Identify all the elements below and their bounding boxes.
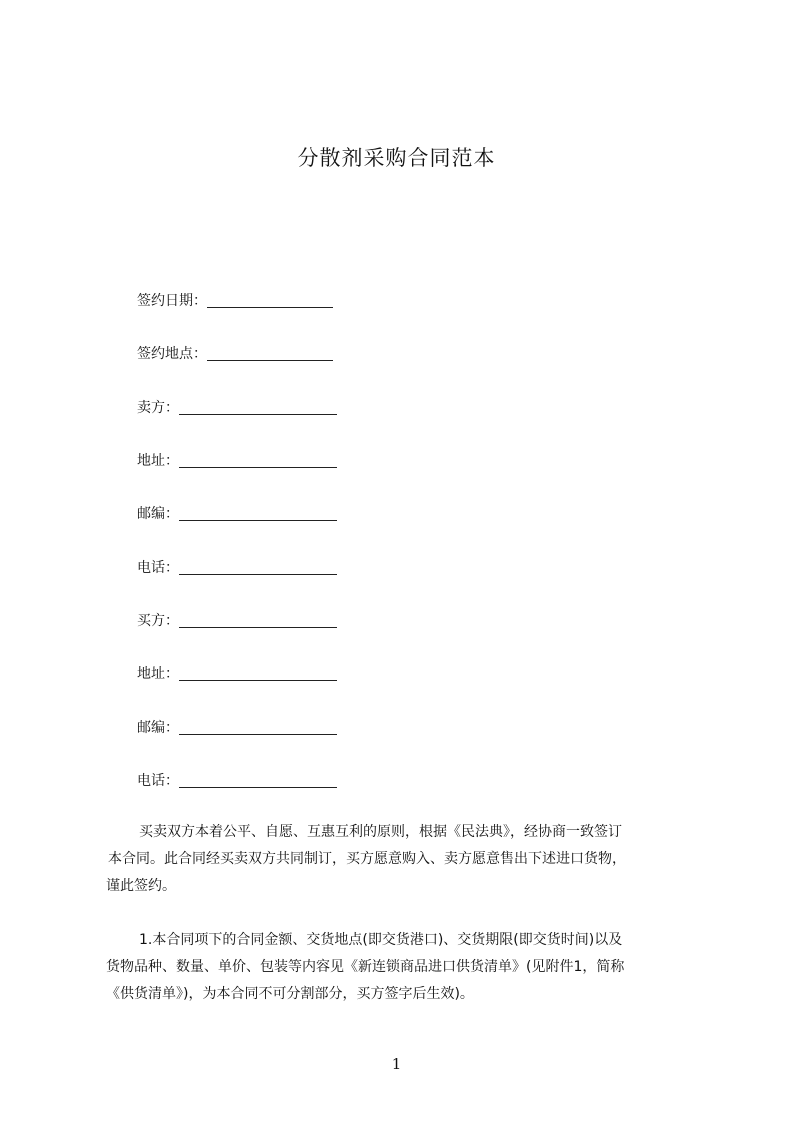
field-label: 签约日期： xyxy=(137,293,207,309)
sign-place-blank xyxy=(207,346,333,361)
document-title: 分散剂采购合同范本 xyxy=(297,146,496,170)
sign-place-field xyxy=(137,343,333,363)
field-label: 卖方： xyxy=(137,400,179,416)
field-label: 地址： xyxy=(137,453,179,469)
paragraph-line: 货物品种、数量、单价、包装等内容见《新连锁商品进口供货清单》(见附件1，简称 xyxy=(106,959,625,975)
page-number: 1 xyxy=(391,1055,402,1073)
buyer-address-blank xyxy=(179,666,337,681)
buyer-postcode-field xyxy=(137,717,337,737)
seller-postcode-field xyxy=(137,503,337,523)
paragraph-line: 1.本合同项下的合同金额、交货地点(即交货港口)、交货期限(即交货时间)以及 xyxy=(139,932,623,948)
seller-address-field xyxy=(137,450,337,470)
field-label: 地址： xyxy=(137,666,179,682)
field-label: 买方： xyxy=(137,613,179,629)
buyer-address-field xyxy=(137,663,337,683)
sign-date-field xyxy=(137,290,333,310)
buyer-blank xyxy=(179,613,337,628)
field-label: 电话： xyxy=(137,560,179,576)
sign-date-blank xyxy=(207,293,333,308)
seller-postcode-blank xyxy=(179,506,337,521)
seller-field xyxy=(137,397,337,417)
seller-address-blank xyxy=(179,453,337,468)
paragraph-line: 谨此签约。 xyxy=(106,878,176,894)
buyer-postcode-blank xyxy=(179,720,337,735)
buyer-phone-field xyxy=(137,770,337,790)
paragraph-line: 本合同。此合同经买卖双方共同制订，买方愿意购入、卖方愿意售出下述进口货物， xyxy=(108,851,626,867)
paragraph-line: 《供货清单》)，为本合同不可分割部分，买方签字后生效)。 xyxy=(106,986,474,1002)
buyer-phone-blank xyxy=(179,773,337,788)
buyer-field xyxy=(137,610,337,630)
paragraph-line: 买卖双方本着公平、自愿、互惠互利的原则，根据《民法典》，经协商一致签订 xyxy=(139,824,622,840)
field-label: 电话： xyxy=(137,773,179,789)
field-label: 邮编： xyxy=(137,720,179,736)
seller-blank xyxy=(179,400,337,415)
clause-1-paragraph xyxy=(106,927,696,1008)
field-label: 签约地点： xyxy=(137,346,207,362)
seller-phone-field xyxy=(137,557,337,577)
seller-phone-blank xyxy=(179,560,337,575)
preamble-paragraph xyxy=(106,819,696,900)
field-label: 邮编： xyxy=(137,506,179,522)
